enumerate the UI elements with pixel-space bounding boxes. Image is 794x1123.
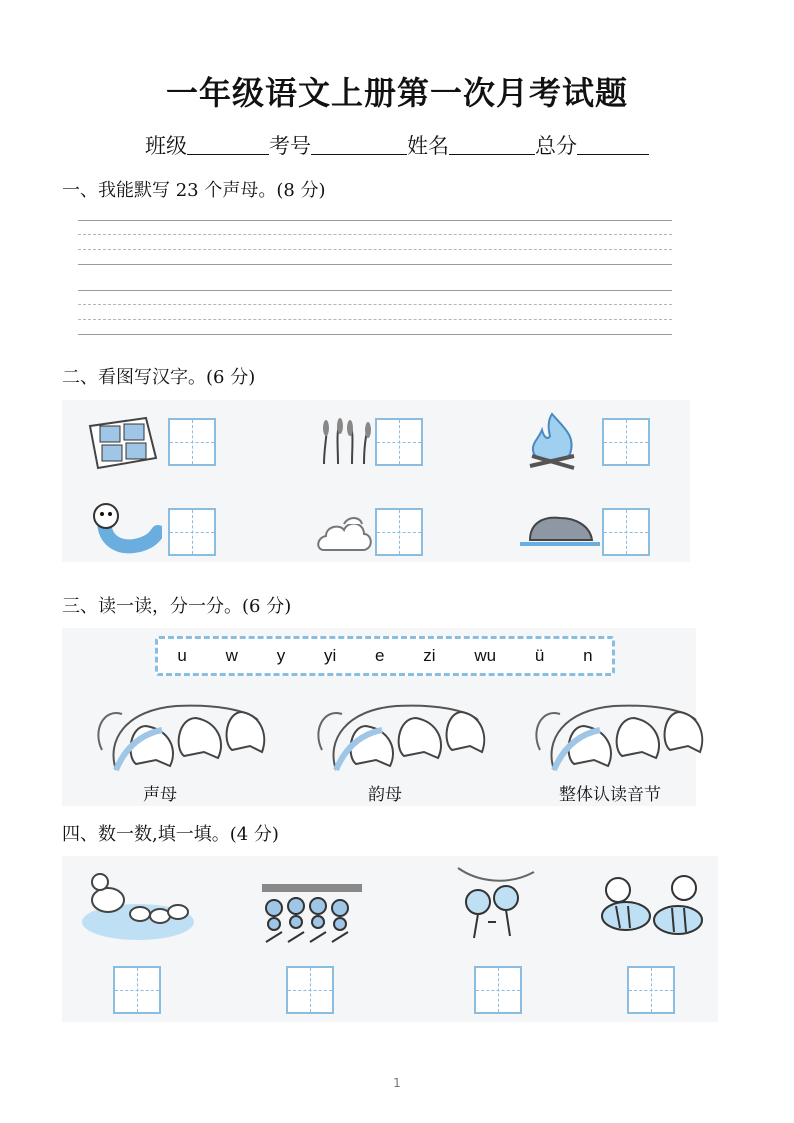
answer-box[interactable] <box>375 418 423 466</box>
writing-lines[interactable] <box>78 220 672 360</box>
flower-label-initials: 声母 <box>143 785 177 805</box>
answer-box[interactable] <box>602 418 650 466</box>
monkeys-icon <box>448 862 538 948</box>
count-answer-box[interactable] <box>474 966 522 1014</box>
answer-box[interactable] <box>602 508 650 556</box>
name-label: 姓名 <box>407 134 449 158</box>
worm-icon <box>90 502 162 554</box>
flower-label-finals: 韵母 <box>368 785 402 805</box>
pinyin-item: yi <box>323 646 337 665</box>
writing-line-group[interactable] <box>78 220 672 264</box>
page-number: 1 <box>393 1076 401 1090</box>
count-answer-box[interactable] <box>113 966 161 1014</box>
score-label: 总分 <box>535 134 577 158</box>
section-3-heading: 三、读一读，分一分。(6 分) <box>62 596 292 617</box>
score-blank[interactable] <box>577 130 649 155</box>
number-label: 考号 <box>269 134 311 158</box>
pinyin-item: zi <box>423 646 436 665</box>
number-blank[interactable] <box>311 130 407 155</box>
writing-line-group[interactable] <box>78 290 672 334</box>
ants-icon <box>256 862 368 948</box>
flower-icon <box>524 690 704 776</box>
pinyin-box <box>155 636 615 676</box>
stone-icon <box>520 510 600 550</box>
flower-icon <box>86 690 266 776</box>
student-info-row <box>0 130 794 160</box>
fire-icon <box>524 410 580 470</box>
section-1-heading: 一、我能默写 23 个声母。(8 分) <box>62 180 326 201</box>
pinyin-item: e <box>375 646 385 665</box>
count-answer-box[interactable] <box>627 966 675 1014</box>
count-answer-box[interactable] <box>286 966 334 1014</box>
section-4-heading: 四、数一数,填一填。(4 分) <box>62 824 279 845</box>
pinyin-item: u <box>177 646 187 665</box>
answer-box[interactable] <box>168 418 216 466</box>
answer-box[interactable] <box>375 508 423 556</box>
pinyin-item: w <box>225 646 238 665</box>
field-icon <box>84 412 160 472</box>
pinyin-item: n <box>583 646 593 665</box>
pinyin-item: y <box>276 646 286 665</box>
ducks-icon <box>78 862 198 946</box>
cloud-icon <box>314 510 374 556</box>
class-label: 班级 <box>145 134 187 158</box>
section-2-heading: 二、看图写汉字。(6 分) <box>62 367 256 388</box>
page-title: 一年级语文上册第一次月考试题 <box>165 74 628 112</box>
tigers-icon <box>596 866 712 948</box>
name-blank[interactable] <box>449 130 535 155</box>
pinyin-item: wu <box>474 646 497 665</box>
pinyin-item: ü <box>534 646 545 665</box>
flower-icon <box>306 690 486 776</box>
wheat-icon <box>314 416 374 466</box>
answer-box[interactable] <box>168 508 216 556</box>
class-blank[interactable] <box>187 130 269 155</box>
flower-label-whole-syllables: 整体认读音节 <box>559 785 661 805</box>
